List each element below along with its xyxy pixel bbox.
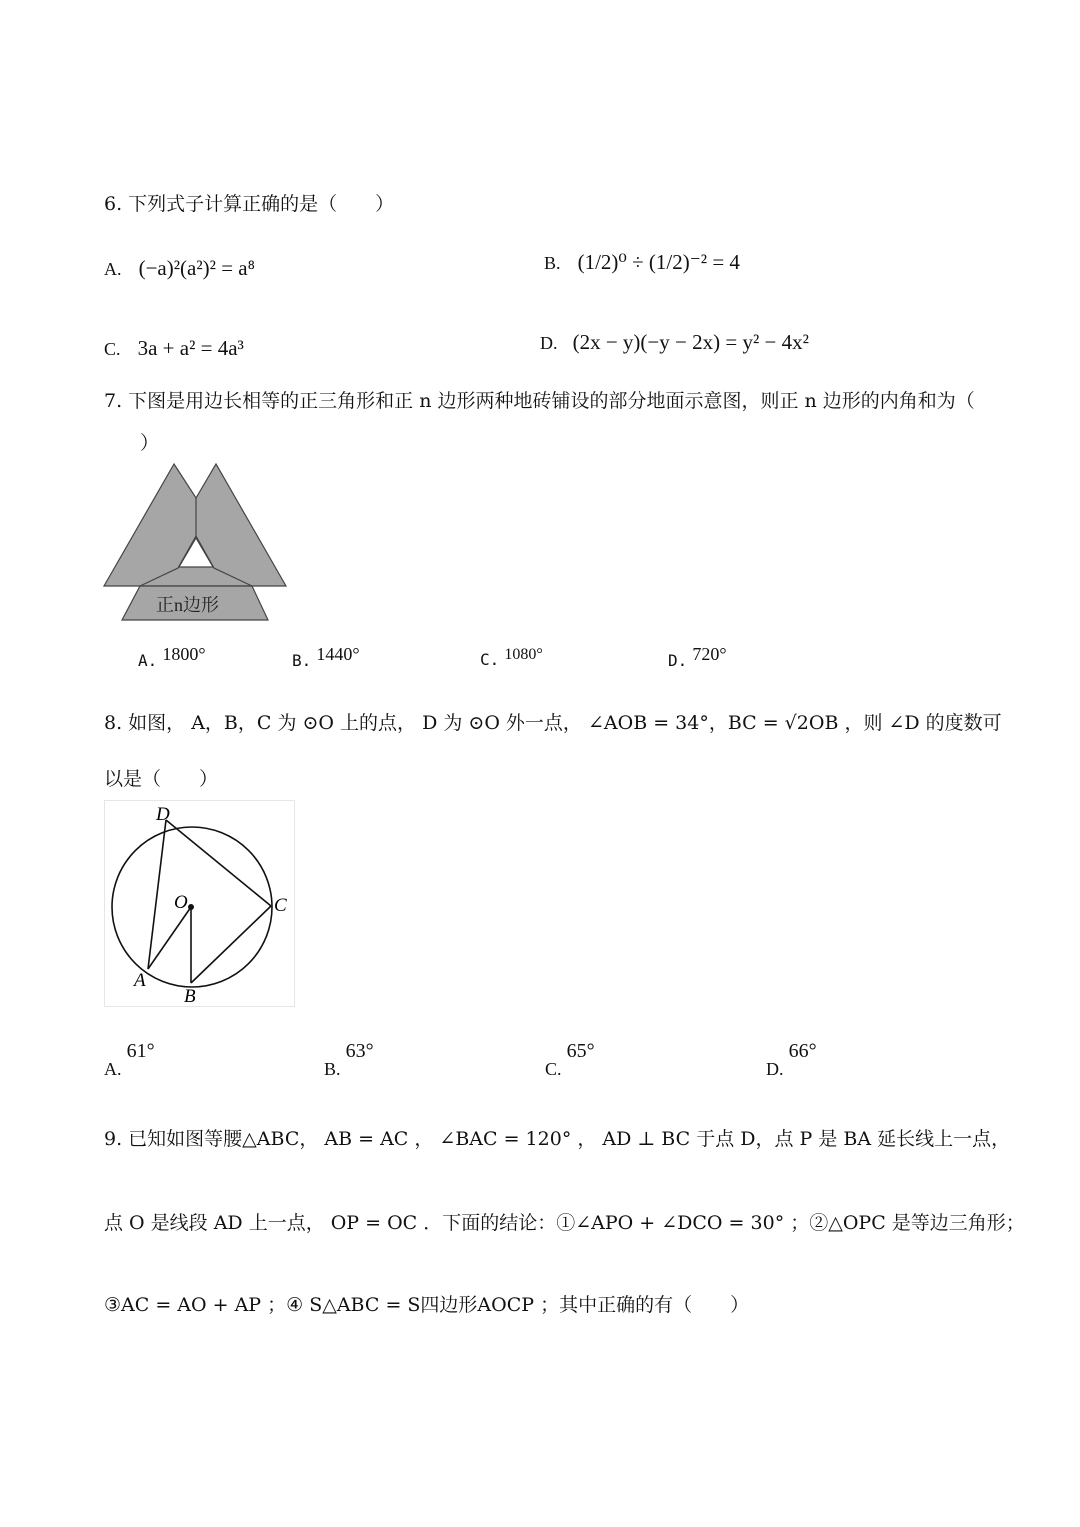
q7-option-a-label: A. [138,651,158,670]
q8-option-c-value: 65° [566,1040,595,1062]
q8-option-b [324,1040,374,1079]
q8-point-o: O [174,892,188,913]
q7-tile-region [104,464,286,586]
q9-line-1: 9. 已知如图等腰△ABC， AB = AC ， ∠BAC = 120° ， AD ⊥ BC 于点 D，点 P 是 BA 延长线上一点， [104,1128,1011,1150]
q8-option-c-label: C. [545,1059,562,1079]
q9-line-3: ③AC = AO + AP ；④ S△ABC = S四边形AOCP ；其中正确的有（ ） [104,1294,750,1316]
q7-option-d-value: 720° [692,644,727,664]
q7-option-c-value: 1080° [504,646,543,663]
q7-option-c [480,646,543,670]
q7-stem-end: ） [140,432,160,454]
q6-option-a [104,256,255,281]
q7-option-d [668,644,727,671]
q8-option-a-label: A. [104,1059,122,1079]
q8-circle-figure [104,800,296,1008]
q7-figure-label: 正n边形 [156,595,219,615]
q8-option-a-value: 61° [126,1040,155,1062]
q6-option-b-expr: (1/2)⁰ ÷ (1/2)⁻² = 4 [577,250,740,274]
q8-option-d-label: D. [766,1059,784,1079]
q7-tiling-figure [100,460,290,625]
q6-option-d-label: D. [540,333,558,353]
q8-point-b: B [184,986,196,1007]
q8-option-b-label: B. [324,1059,341,1079]
q6-option-c [104,336,244,361]
q8-option-c [545,1040,595,1079]
q7-option-d-label: D. [668,651,688,670]
q6-option-c-label: C. [104,339,121,359]
q8-point-a: A [134,970,146,991]
q6-option-a-label: A. [104,259,122,279]
q7-stem: 7. 下图是用边长相等的正三角形和正 n 边形两种地砖铺设的部分地面示意图，则正 n 边形的内角和为（ [104,390,975,412]
q6-option-d [540,330,809,355]
q8-option-b-value: 63° [345,1040,374,1062]
q7-option-a-value: 1800° [162,644,206,664]
q6-stem: 6. 下列式子计算正确的是（ ） [104,193,395,215]
q8-option-a [104,1040,155,1079]
q6-option-b-label: B. [544,253,561,273]
q8-segment-bc [191,906,271,983]
q9-line-2: 点 O 是线段 AD 上一点， OP = OC ．下面的结论：①∠APO + ∠DCO = 30° ；②△OPC 是等边三角形； [104,1212,1025,1234]
q8-point-d: D [156,804,170,825]
q6-option-c-expr: 3a + a² = 4a³ [137,336,244,360]
q8-center-dot [188,904,194,910]
q8-point-c: C [274,895,287,916]
q6-option-a-expr: (−a)²(a²)² = a⁸ [138,256,255,280]
q7-option-a [138,644,206,671]
q8-stem-end: 以是（ ） [104,768,219,790]
q7-option-b-value: 1440° [316,644,360,664]
q6-option-b [544,250,740,275]
q6-option-d-expr: (2x − y)(−y − 2x) = y² − 4x² [572,330,809,354]
q8-option-d-value: 66° [788,1040,817,1062]
q7-option-b [292,644,360,671]
q8-option-d [766,1040,817,1079]
q7-option-c-label: C. [480,650,500,669]
q8-stem: 8. 如图， A，B，C 为 ⊙O 上的点， D 为 ⊙O 外一点， ∠AOB = 34°，BC = √2OB ，则 ∠D 的度数可 [104,712,1002,734]
q7-option-b-label: B. [292,651,312,670]
